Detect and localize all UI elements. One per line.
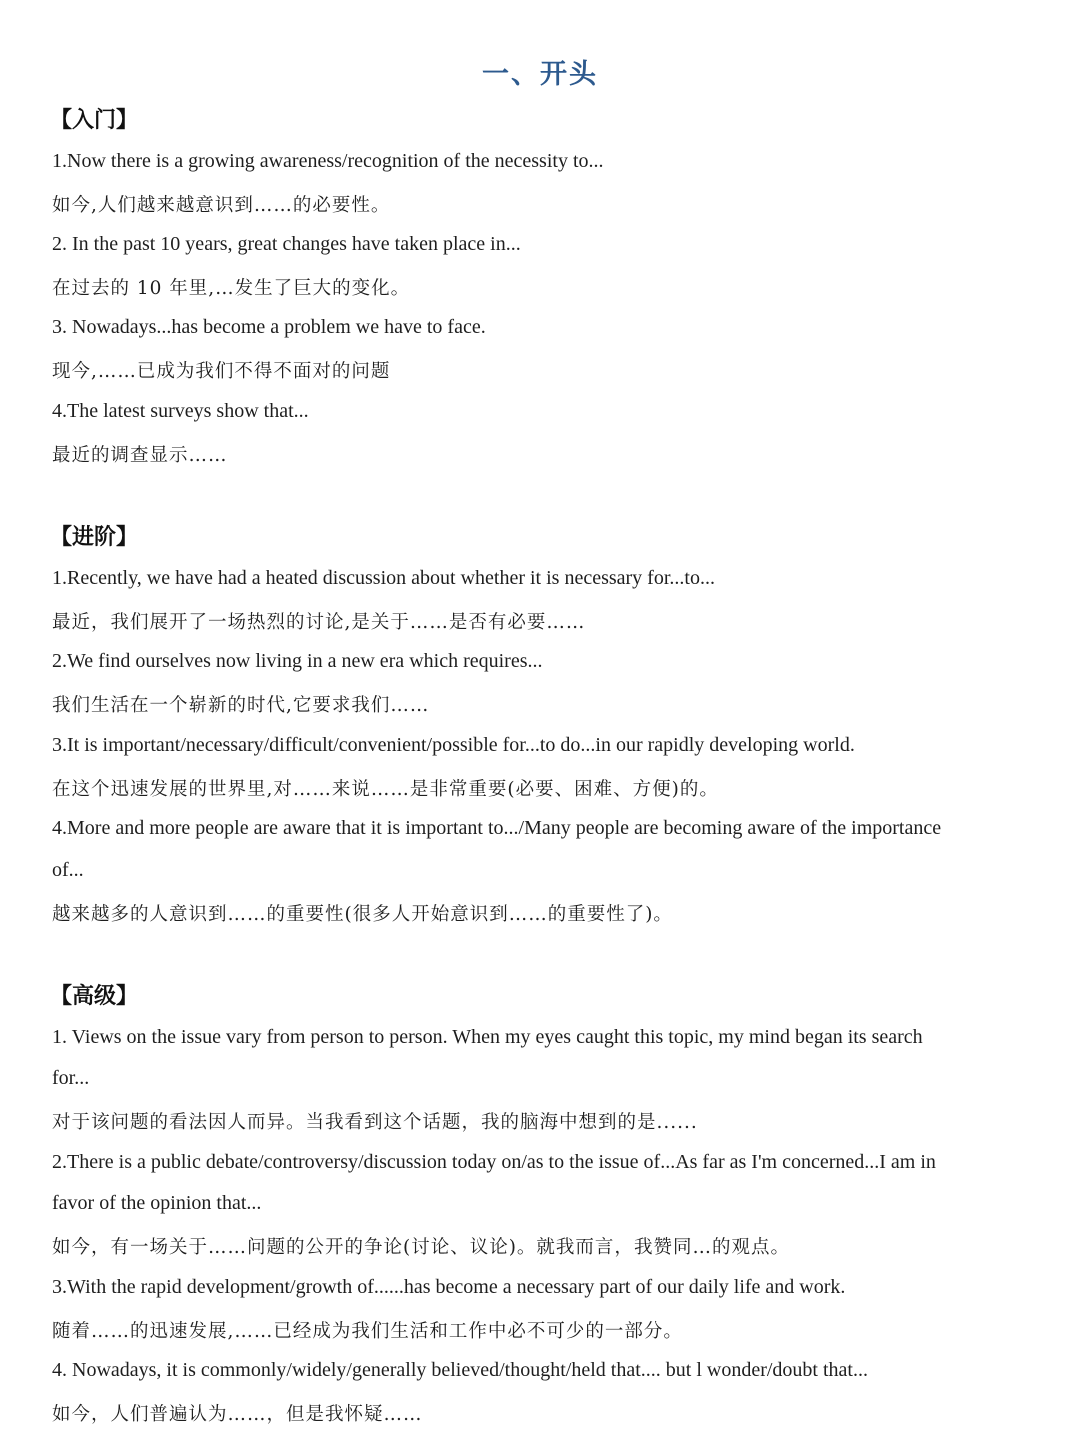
phrase-english: 2.There is a public debate/controversy/discussion today on/as to the issue of...As far as I'm concerned...I am in [52, 1151, 936, 1173]
page-title: 一、开头 [482, 59, 598, 90]
phrase-chinese: 随着……的迅速发展,……已经成为我们生活和工作中必不可少的一部分。 [52, 1321, 683, 1342]
section-heading-advanced: 【高级】 [50, 983, 139, 1009]
phrase-chinese: 如今，有一场关于……问题的公开的争论(讨论、议论)。就我而言，我赞同…的观点。 [52, 1237, 790, 1258]
phrase-chinese: 如今，人们普遍认为……，但是我怀疑…… [52, 1404, 423, 1425]
phrase-chinese: 最近的调查显示…… [52, 445, 228, 466]
phrase-english: 1. Views on the issue vary from person to person. When my eyes caught this topic, my mind began its search [52, 1026, 923, 1048]
phrase-chinese: 对于该问题的看法因人而异。当我看到这个话题，我的脑海中想到的是...... [52, 1112, 698, 1133]
phrase-english-continued: for... [52, 1067, 90, 1089]
phrase-english: 3.With the rapid development/growth of......has become a necessary part of our daily life and work. [52, 1276, 846, 1298]
section-heading-beginner: 【入门】 [50, 107, 139, 133]
phrase-chinese: 我们生活在一个崭新的时代,它要求我们…… [52, 695, 430, 716]
phrase-english: 1.Now there is a growing awareness/recognition of the necessity to... [52, 150, 604, 172]
phrase-english: 3.It is important/necessary/difficult/convenient/possible for...to do...in our rapidly developing world. [52, 734, 855, 756]
phrase-chinese: 在过去的 10 年里,…发生了巨大的变化。 [52, 278, 411, 299]
phrase-english: 2.We find ourselves now living in a new era which requires... [52, 650, 543, 672]
phrase-english: 1.Recently, we have had a heated discussion about whether it is necessary for...to... [52, 567, 715, 589]
phrase-english: 3. Nowadays...has become a problem we have to face. [52, 316, 486, 338]
phrase-english: 4.The latest surveys show that... [52, 400, 309, 422]
phrase-chinese: 最近，我们展开了一场热烈的讨论,是关于……是否有必要…… [52, 612, 586, 633]
phrase-chinese: 如今,人们越来越意识到……的必要性。 [52, 195, 391, 216]
phrase-chinese: 在这个迅速发展的世界里,对……来说……是非常重要(必要、困难、方便)的。 [52, 779, 719, 800]
section-heading-intermediate: 【进阶】 [50, 524, 139, 550]
phrase-english: 4.More and more people are aware that it is important to.../Many people are becoming aware of the importance [52, 817, 942, 839]
phrase-english-continued: of... [52, 859, 84, 881]
phrase-english-continued: favor of the opinion that... [52, 1192, 262, 1214]
phrase-chinese: 现今,……已成为我们不得不面对的问题 [52, 361, 391, 382]
phrase-english: 2. In the past 10 years, great changes have taken place in... [52, 233, 521, 255]
phrase-english: 4. Nowadays, it is commonly/widely/generally believed/thought/held that.... but l wonder/doubt that... [52, 1359, 868, 1381]
phrase-chinese: 越来越多的人意识到……的重要性(很多人开始意识到……的重要性了)。 [52, 904, 673, 925]
